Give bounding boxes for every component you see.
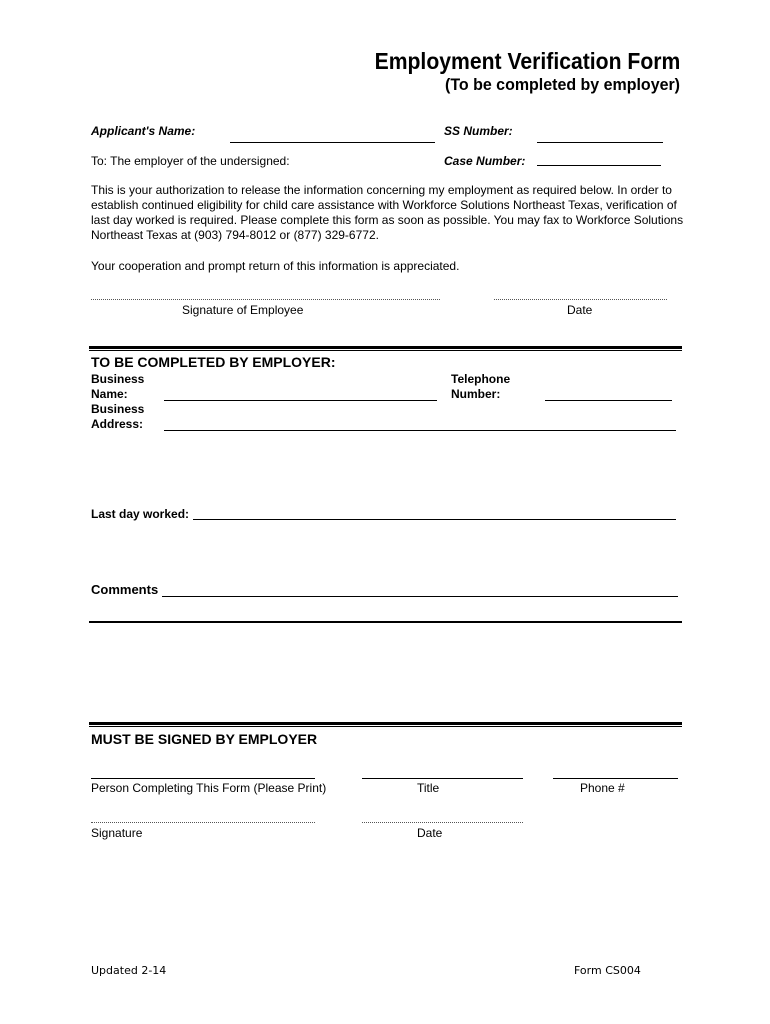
person-completing-label: Person Completing This Form (Please Print): [91, 781, 327, 795]
phone-line[interactable]: [553, 778, 678, 779]
employee-signature-line[interactable]: [91, 299, 440, 300]
form-subtitle: (To be completed by employer): [444, 75, 680, 94]
business-address-field[interactable]: [164, 430, 676, 431]
employee-date-label: Date: [567, 303, 593, 317]
authorization-paragraph: This is your authorization to release the information concerning my employment as required below. In order to establish continued eligibility for child care assistance with Workforce Solutions Northeast Texas, verification of last day worked is required. Please complete this form as soon as possible. You may fax to Workforce Solutions Northeast Texas at (903) 794-8012 or (877) 329-6772.: [91, 183, 684, 242]
employer-date-label: Date: [417, 826, 443, 840]
case-number-field[interactable]: [537, 165, 661, 166]
telephone-field[interactable]: [545, 400, 672, 401]
sign-section-heading: MUST BE SIGNED BY EMPLOYER: [91, 731, 318, 747]
comments-field[interactable]: [162, 596, 678, 597]
business-address-label-1: Business: [91, 402, 145, 416]
form-id-text: Form CS004: [574, 964, 641, 977]
employer-section-heading: TO BE COMPLETED BY EMPLOYER:: [91, 354, 336, 370]
phone-label: Phone #: [580, 781, 625, 795]
business-name-label-1: Business: [91, 372, 145, 386]
employer-signature-label: Signature: [91, 826, 143, 840]
comments-label: Comments: [91, 582, 159, 597]
applicant-name-label: Applicant's Name:: [91, 124, 196, 138]
form-title: Employment Verification Form: [374, 48, 680, 74]
updated-text: Updated 2-14: [91, 964, 167, 977]
case-number-label: Case Number:: [444, 154, 526, 168]
comments-divider: [89, 621, 682, 623]
employee-date-line[interactable]: [494, 299, 667, 300]
employer-date-line[interactable]: [362, 822, 523, 823]
title-label: Title: [417, 781, 440, 795]
employee-signature-label: Signature of Employee: [182, 303, 304, 317]
cooperation-paragraph: Your cooperation and prompt return of this information is appreciated.: [91, 259, 460, 273]
business-address-label-2: Address:: [91, 417, 144, 431]
section-divider: [89, 346, 682, 351]
person-completing-line[interactable]: [91, 778, 315, 779]
business-name-field[interactable]: [164, 400, 437, 401]
ss-number-label: SS Number:: [444, 124, 513, 138]
ss-number-field[interactable]: [537, 142, 663, 143]
title-line[interactable]: [362, 778, 523, 779]
sign-section-divider: [89, 722, 682, 727]
telephone-label-2: Number:: [451, 387, 501, 401]
applicant-name-field[interactable]: [230, 142, 435, 143]
telephone-label-1: Telephone: [451, 372, 511, 386]
to-employer-text: To: The employer of the undersigned:: [91, 154, 290, 168]
business-name-label-2: Name:: [91, 387, 128, 401]
last-day-worked-label: Last day worked:: [91, 507, 190, 521]
last-day-worked-field[interactable]: [193, 519, 676, 520]
employer-signature-line[interactable]: [91, 822, 315, 823]
